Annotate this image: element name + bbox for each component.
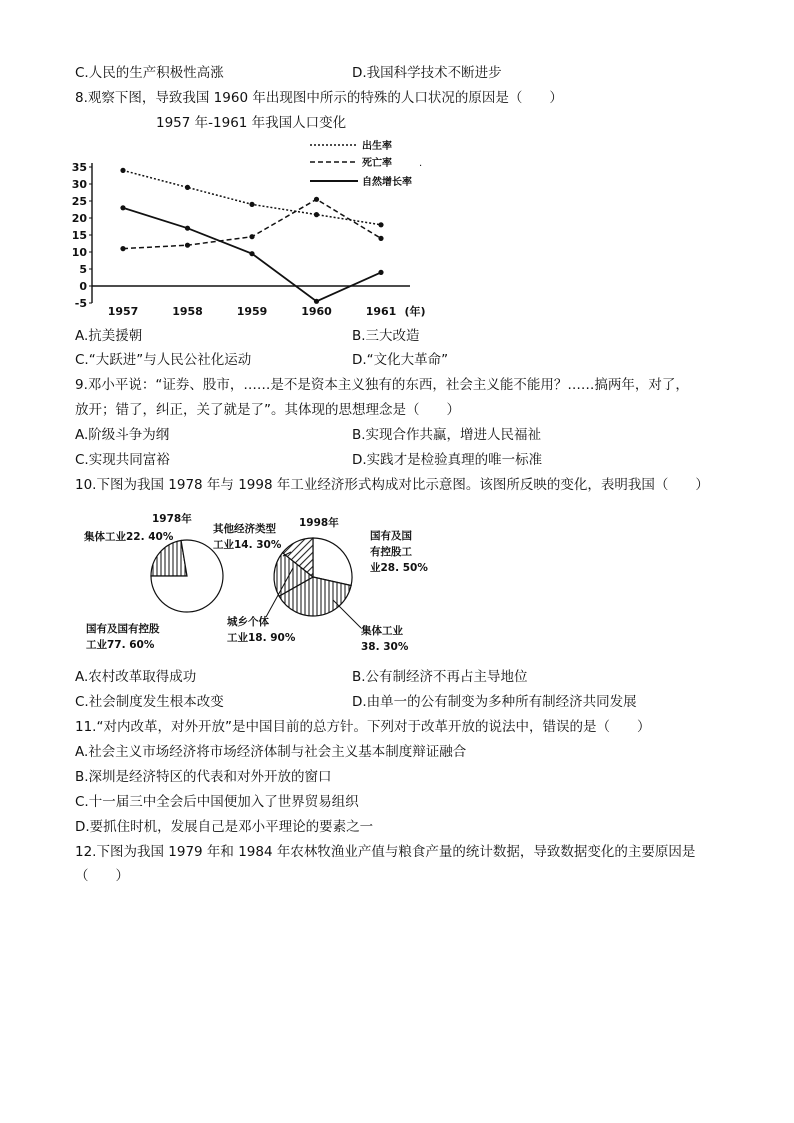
q9-stem-line2: 放开；错了，纠正，关了就是了”。其体现的思想理念是（ ） bbox=[75, 402, 460, 418]
legend-label: 自然增长率 bbox=[362, 177, 412, 188]
y-tick-label: 35 bbox=[71, 161, 87, 174]
data-point bbox=[120, 246, 125, 251]
x-tick-label: 1959 bbox=[236, 305, 268, 318]
q12-stem-line2: （ ） bbox=[75, 868, 129, 884]
x-tick-label: 1961 bbox=[365, 305, 397, 318]
q8-stem: 8.观察下图，导致我国 1960 年出现图中所示的特殊的人口状况的原因是（ ） bbox=[75, 90, 563, 106]
y-tick-label: -5 bbox=[74, 297, 87, 310]
q10-option-d: D.由单一的公有制变为多种所有制经济共同发展 bbox=[352, 694, 637, 710]
pie-label-1998: 集体工业 bbox=[361, 625, 403, 637]
q7-option-d: D.我国科学技术不断进步 bbox=[352, 65, 502, 81]
data-point bbox=[185, 226, 190, 231]
q12-stem-line1: 12.下图为我国 1979 年和 1984 年农林牧渔业产值与粮食产量的统计数据，导致数据变化的主要原因是 bbox=[75, 844, 696, 860]
pie-label-1998: 工业18. 90% bbox=[227, 632, 296, 644]
data-point bbox=[378, 222, 383, 227]
line-chart-title: 1957 年-1961 年我国人口变化 bbox=[156, 115, 347, 131]
data-point bbox=[378, 270, 383, 275]
q10-stem: 10.下图为我国 1978 年与 1998 年工业经济形式构成对比示意图。该图所反映的变化，表明我国（ ） bbox=[75, 477, 709, 493]
pie-label-1998: 城乡个体 bbox=[227, 616, 269, 628]
y-tick-label: 0 bbox=[79, 280, 87, 293]
q10-option-b: B.公有制经济不再占主导地位 bbox=[352, 669, 528, 685]
data-point bbox=[249, 202, 254, 207]
q9-option-a: A.阶级斗争为纲 bbox=[75, 427, 170, 443]
legend-label: 出生率 bbox=[362, 141, 392, 152]
population-line-chart bbox=[70, 132, 430, 324]
q8-option-c: C.“大跃进”与人民公社化运动 bbox=[75, 352, 252, 368]
q10-option-a: A.农村改革取得成功 bbox=[75, 669, 197, 685]
y-tick-label: 25 bbox=[71, 195, 87, 208]
legend-label: 死亡率 bbox=[362, 158, 392, 169]
pie-title-1978: 1978年 bbox=[152, 513, 192, 525]
q9-option-c: C.实现共同富裕 bbox=[75, 452, 170, 468]
q8-option-a: A.抗美援朝 bbox=[75, 328, 143, 344]
y-tick-label: 30 bbox=[71, 178, 87, 191]
pie-label-1978: 集体工业22. 40% bbox=[84, 531, 174, 543]
q8-option-b: B.三大改造 bbox=[352, 328, 420, 344]
pie-label-1998: 业28. 50% bbox=[370, 562, 428, 574]
data-point bbox=[314, 212, 319, 217]
leader-line bbox=[333, 600, 361, 628]
data-point bbox=[378, 236, 383, 241]
series-line-1 bbox=[123, 170, 381, 224]
pie-label-1998: 其他经济类型 bbox=[213, 523, 276, 535]
data-point bbox=[120, 205, 125, 210]
q9-stem-line1: 9.邓小平说：“证券、股市，……是不是资本主义独有的东西，社会主义能不能用？……搞两年，对了， bbox=[75, 377, 689, 393]
x-tick-label: 1957 bbox=[107, 305, 139, 318]
q10-option-c: C.社会制度发生根本改变 bbox=[75, 694, 224, 710]
data-point bbox=[314, 299, 319, 304]
pie-label-1998: 有控股工 bbox=[370, 546, 412, 558]
data-point bbox=[185, 243, 190, 248]
q11-option-b: B.深圳是经济特区的代表和对外开放的窗口 bbox=[75, 769, 332, 785]
data-point bbox=[249, 251, 254, 256]
data-point bbox=[314, 197, 319, 202]
x-tick-label: 1960 bbox=[301, 305, 332, 318]
x-tick-label: 1958 bbox=[172, 305, 203, 318]
data-point bbox=[120, 168, 125, 173]
y-tick-label: 10 bbox=[71, 246, 87, 259]
pie-label-1998: 38. 30% bbox=[361, 641, 409, 653]
pie-label-1978: 工业77. 60% bbox=[86, 639, 155, 651]
q9-option-d: D.实践才是检验真理的唯一标准 bbox=[352, 452, 543, 468]
industry-pie-charts bbox=[80, 508, 440, 658]
y-tick-label: 15 bbox=[71, 229, 87, 242]
q8-option-d: D.“文化大革命” bbox=[352, 352, 449, 368]
pie-label-1998: 工业14. 30% bbox=[213, 539, 282, 551]
q11-option-a: A.社会主义市场经济将市场经济体制与社会主义基本制度辩证融合 bbox=[75, 744, 467, 760]
q11-option-c: C.十一届三中全会后中国便加入了世界贸易组织 bbox=[75, 794, 359, 810]
x-unit-label: (年) bbox=[404, 305, 426, 318]
y-tick-label: 20 bbox=[71, 212, 87, 225]
y-tick-label: 5 bbox=[79, 263, 87, 276]
pie-title-1998: 1998年 bbox=[299, 517, 339, 529]
legend-mark: . bbox=[419, 158, 423, 169]
pie-label-1998: 国有及国 bbox=[370, 530, 412, 542]
data-point bbox=[185, 185, 190, 190]
q9-option-b: B.实现合作共赢，增进人民福祉 bbox=[352, 427, 542, 443]
data-point bbox=[249, 234, 254, 239]
q11-stem: 11.“对内改革，对外开放”是中国目前的总方针。下列对于改革开放的说法中，错误的是（ ） bbox=[75, 719, 651, 735]
q7-option-c: C.人民的生产积极性高涨 bbox=[75, 65, 224, 81]
pie-label-1978: 国有及国有控股 bbox=[86, 623, 160, 635]
q11-option-d: D.要抓住时机，发展自己是邓小平理论的要素之一 bbox=[75, 819, 374, 835]
